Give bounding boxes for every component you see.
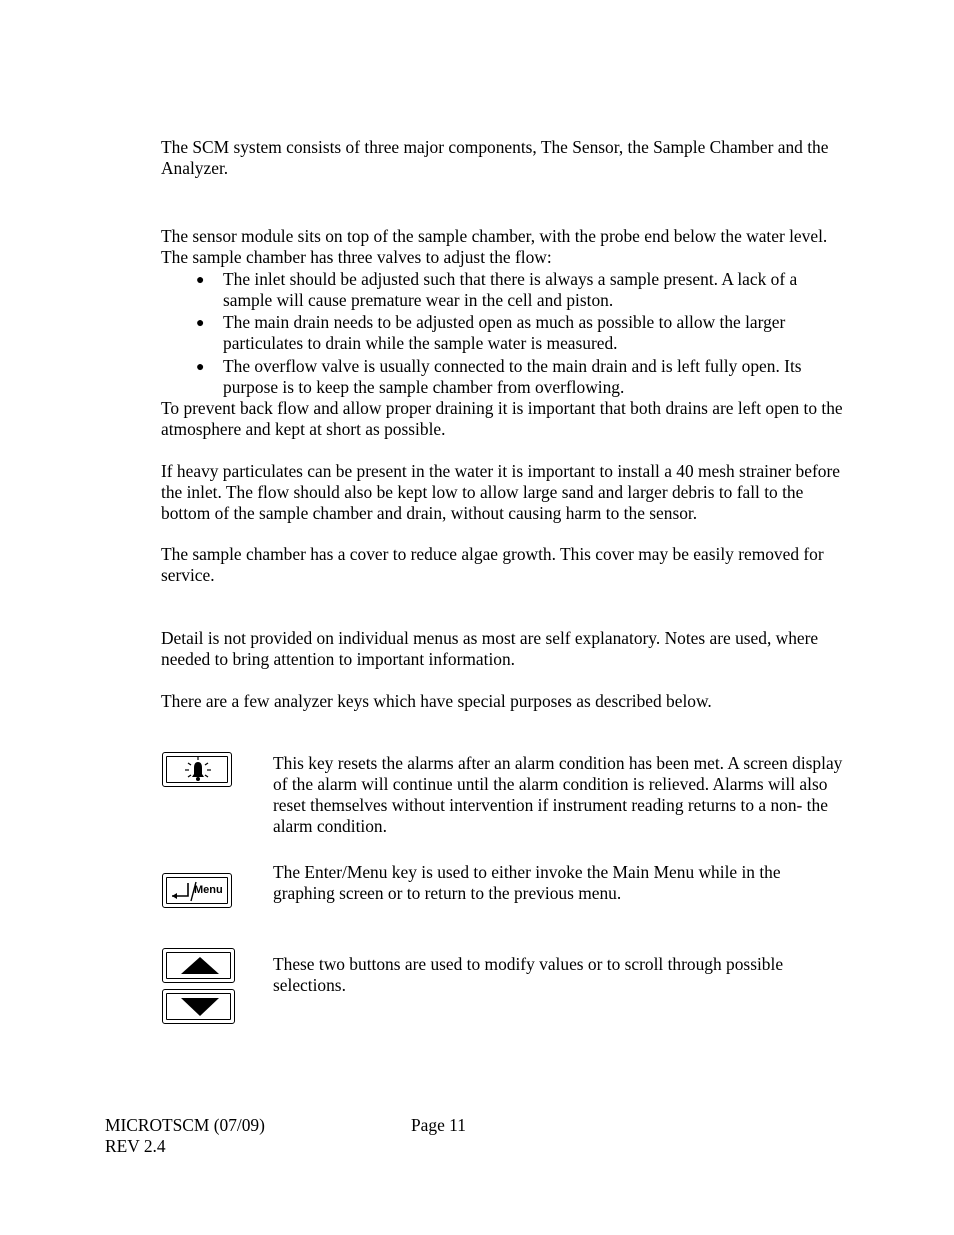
enter-menu-key bbox=[162, 873, 232, 908]
list-item: The inlet should be adjusted such that there is always a sample present. A lack of a sample will cause premature wear in the cell and piston. bbox=[223, 269, 798, 310]
bullet-icon: ● bbox=[196, 316, 205, 331]
backflow-paragraph: To prevent back flow and allow proper draining it is important that both drains are left open to the atmosphere and kept at short as possible. bbox=[161, 398, 843, 439]
detail-paragraph: Detail is not provided on individual menus as most are self explanatory. Notes are used, where needed to bring attention to important information. bbox=[161, 628, 819, 669]
bullet-icon: ● bbox=[196, 273, 205, 288]
keys-intro-paragraph: There are a few analyzer keys which have special purposes as described below. bbox=[161, 691, 712, 711]
down-arrow-key bbox=[162, 989, 235, 1024]
up-arrow-key bbox=[162, 948, 235, 983]
enter-menu-key-description: The Enter/Menu key is used to either invoke the Main Menu while in the graphing screen or to return to the previous menu. bbox=[273, 862, 781, 903]
list-item: The main drain needs to be adjusted open as much as possible to allow the larger particulates to drain while the sample water is measured. bbox=[223, 312, 786, 353]
alarm-key-description: This key resets the alarms after an alarm condition has been met. A screen display of the alarm will continue until the alarm condition is relieved. Alarms will also reset themselves without intervention if instrument reading returns to a non- the alarm condition. bbox=[273, 753, 843, 836]
footer-revision: REV 2.4 bbox=[105, 1136, 166, 1156]
list-item: The overflow valve is usually connected to the main drain and is left fully open. Its purpose is to keep the sample chamber from overflowing. bbox=[223, 356, 802, 397]
bullet-icon: ● bbox=[196, 360, 205, 375]
footer-page-number: Page 11 bbox=[411, 1115, 466, 1135]
alarm-reset-key bbox=[162, 752, 232, 787]
sensor-paragraph: The sensor module sits on top of the sample chamber, with the probe end below the water level. The sample chamber has three valves to adjust the flow: bbox=[161, 226, 828, 267]
menu-key-label: Menu bbox=[194, 884, 223, 896]
up-arrow-icon bbox=[163, 949, 236, 984]
cover-paragraph: The sample chamber has a cover to reduce algae growth. This cover may be easily removed for service. bbox=[161, 544, 824, 585]
alarm-bell-icon bbox=[163, 753, 233, 788]
down-arrow-icon bbox=[163, 990, 236, 1025]
arrow-keys-description: These two buttons are used to modify values or to scroll through possible selections. bbox=[273, 954, 784, 995]
footer-doc-id: MICROTSCM (07/09) bbox=[105, 1115, 265, 1135]
intro-paragraph: The SCM system consists of three major components, The Sensor, the Sample Chamber and the Analyzer. bbox=[161, 137, 829, 178]
particulates-paragraph: If heavy particulates can be present in the water it is important to install a 40 mesh strainer before the inlet. The flow should also be kept low to allow large sand and larger debris to fall to the bottom of the sample chamber and drain, without causing harm to the sensor. bbox=[161, 461, 840, 523]
